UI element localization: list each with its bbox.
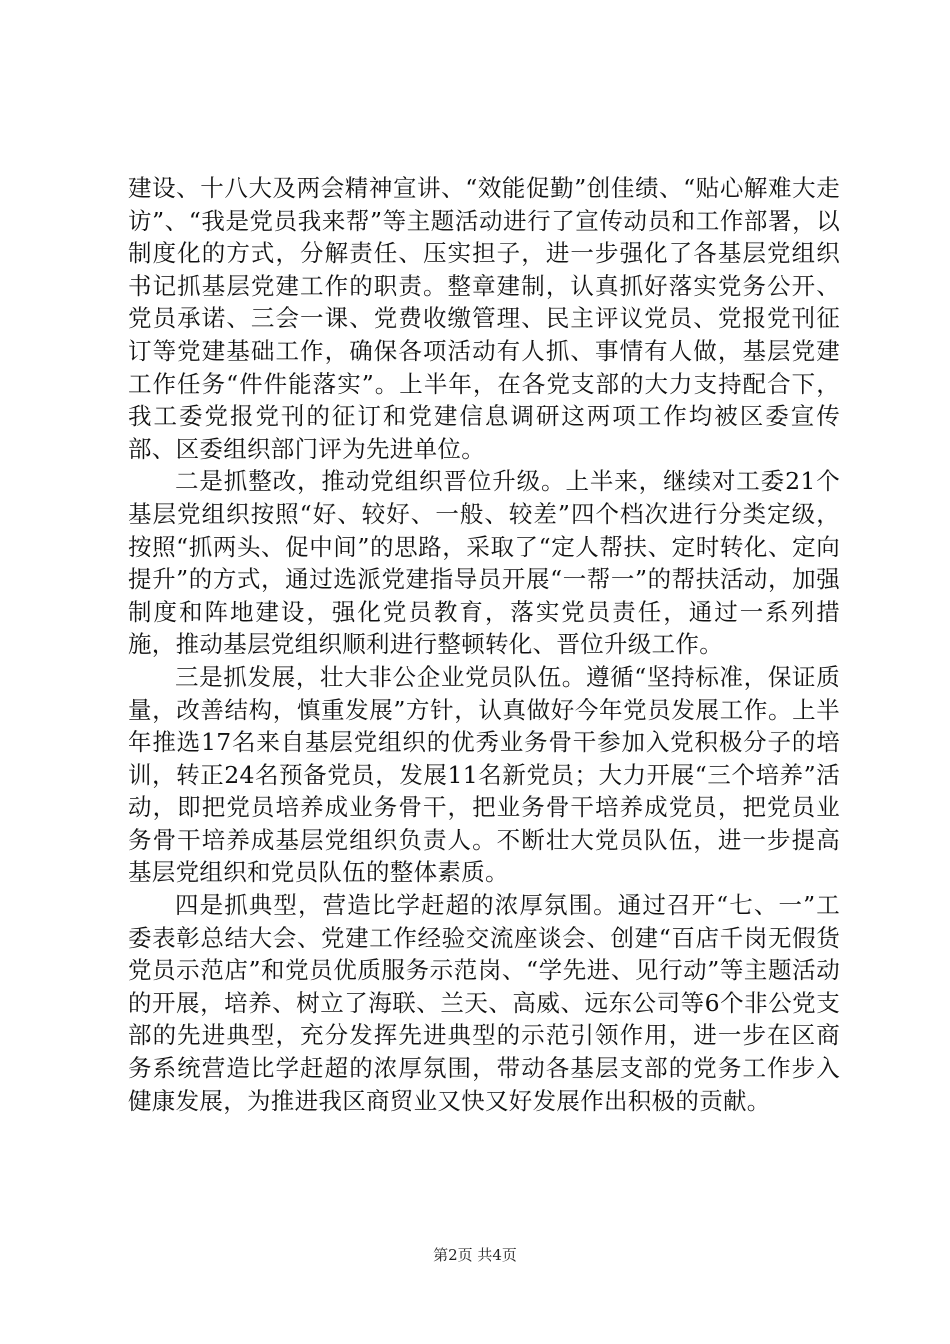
paragraph-rectification: 二是抓整改，推动党组织晋位升级。上半来，继续对工委21个基层党组织按照“好、较好、一般、较差”四个档次进行分类定级，按照“抓两头、促中间”的思路，采取了“定人帮扶、定时转化、定向提升”的方式，通过选派党建指导员开展“一帮一”的帮扶活动，加强制度和阵地建设，强化党员教育，落实党员责任，通过一系列措施，推动基层党组织顺利进行整顿转化、晋位升级工作。 (128, 467, 840, 659)
paragraph-development: 三是抓发展，壮大非公企业党员队伍。遵循“坚持标准，保证质量，改善结构，慎重发展”方针，认真做好今年党员发展工作。上半年推选17名来自基层党组织的优秀业务骨干参加入党积极分子的培训，转正24名预备党员，发展11名新党员；大力开展“三个培养”活动，即把党员培养成业务骨干，把业务骨干培养成党员，把党员业务骨干培养成基层党组织负责人。不断壮大党员队伍，进一步提高基层党组织和党员队伍的整体素质。 (128, 662, 840, 887)
paragraph-continuation: 建设、十八大及两会精神宣讲、“效能促勤”创佳绩、“贴心解难大走访”、“我是党员我来帮”等主题活动进行了宣传动员和工作部署，以制度化的方式，分解责任、压实担子，进一步强化了各基层党组织书记抓基层党建工作的职责。整章建制，认真抓好落实党务公开、党员承诺、三会一课、党费收缴管理、民主评议党员、党报党刊征订等党建基础工作，确保各项活动有人抓、事情有人做，基层党建工作任务“件件能落实”。上半年，在各党支部的大力支持配合下，我工委党报党刊的征订和党建信息调研这两项工作均被区委宣传部、区委组织部门评为先进单位。 (128, 174, 840, 463)
page-number-footer: 第2页 共4页 (433, 1246, 517, 1264)
document-body (128, 172, 840, 1117)
paragraph-models: 四是抓典型，营造比学赶超的浓厚氛围。通过召开“七、一”工委表彰总结大会、党建工作经验交流座谈会、创建“百店千岗无假货党员示范店”和党员优质服务示范岗、“学先进、见行动”等主题活动的开展，培养、树立了海联、兰天、高威、远东公司等6个非公党支部的先进典型，充分发挥先进典型的示范引领作用，进一步在区商务系统营造比学赶超的浓厚氛围，带动各基层支部的党务工作步入健康发展，为推进我区商贸业又快又好发展作出积极的贡献。 (128, 891, 840, 1115)
